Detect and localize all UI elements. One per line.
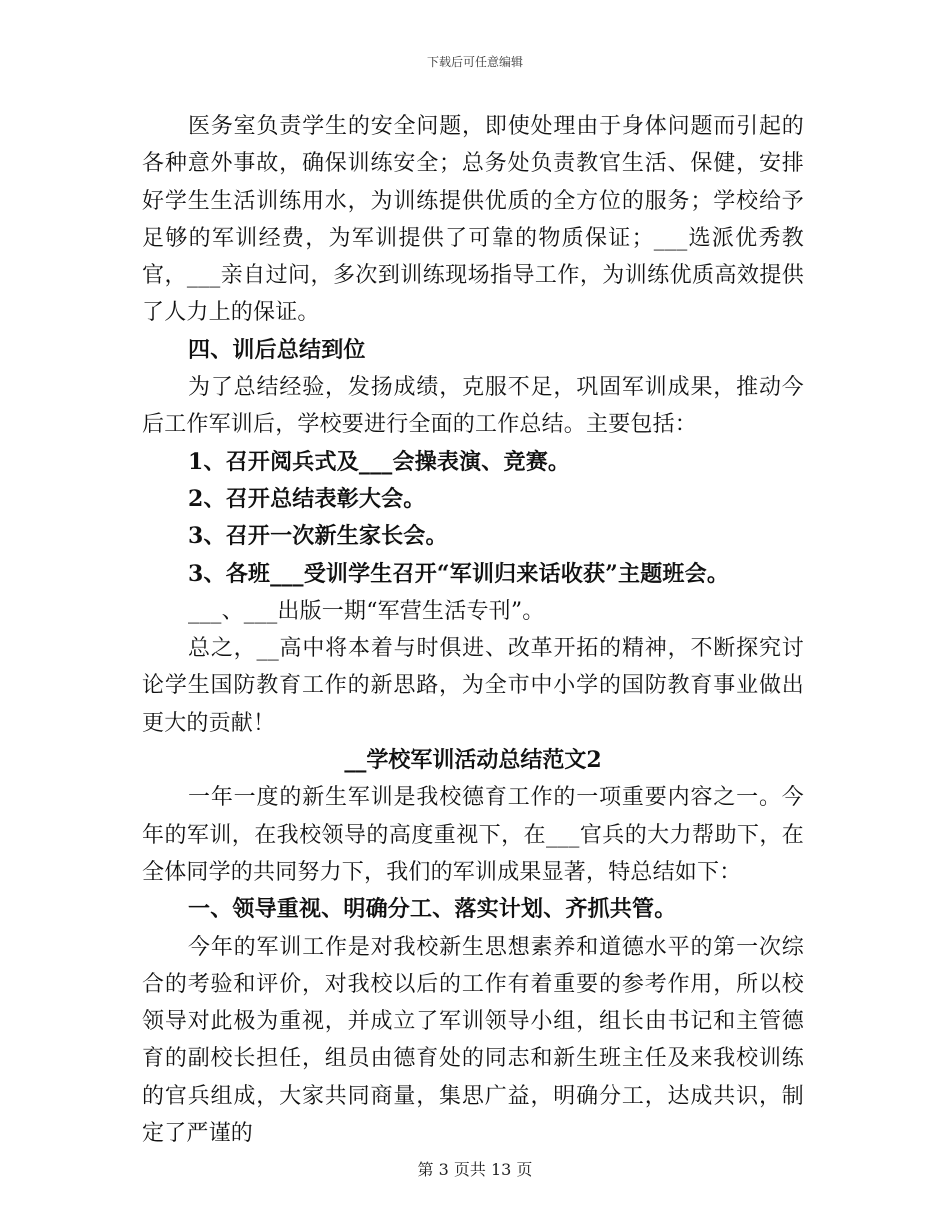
list-item-1: 1、召开阅兵式及___会操表演、竞赛。 — [188, 448, 571, 475]
article-title: __学校军训活动总结范文2 — [344, 747, 602, 774]
paragraph-publication: ___、___出版一期“军营生活专刊”。 — [188, 598, 545, 624]
document-body — [142, 108, 804, 1152]
page-header: 下载后可任意编辑 — [426, 55, 523, 69]
paragraph-summary-intro: 为了总结经验，发扬成绩，克服不足，巩固军训成果，推动今后工作军训后，学校要进行全面的工作总结。主要包括： — [142, 375, 804, 438]
list-item-3: 3、召开一次新生家长会。 — [188, 523, 448, 550]
paragraph-leadership: 今年的军训工作是对我校新生思想素养和道德水平的第一次综合的考验和评价，对我校以后的工作有着重要的参考作用，所以校领导对此极为重视，并成立了军训领导小组，组长由书记和主管德育的副校长担任，组员由德育处的同志和新生班主任及来我校训练的官兵组成，大家共同商量，集思广益，明确分工，达成共识，制定了严谨的 — [142, 934, 804, 1147]
section-heading-4: 四、训后总结到位 — [188, 336, 366, 363]
list-item-3b: 3、各班___受训学生召开“军训归来话收获”主题班会。 — [188, 560, 730, 587]
list-item-2: 2、召开总结表彰大会。 — [188, 485, 426, 512]
paragraph-intro-2: 一年一度的新生军训是我校德育工作的一项重要内容之一。今年的军训，在我校领导的高度重视下，在___官兵的大力帮助下，在全体同学的共同努力下，我们的军训成果显著，特总结如下： — [142, 785, 804, 885]
section-heading-1: 一、领导重视、明确分工、落实计划、齐抓共管。 — [188, 896, 677, 923]
page-footer: 第 3 页共 13 页 — [417, 1160, 533, 1179]
paragraph-conclusion: 总之，__高中将本着与时俱进、改革开拓的精神，不断探究讨论学生国防教育工作的新思路，为全市中小学的国防教育事业做出更大的贡献！ — [142, 636, 804, 736]
paragraph-medical-logistics: 医务室负责学生的安全问题，即使处理由于身体问题而引起的各种意外事故，确保训练安全；总务处负责教官生活、保健，安排好学生生活训练用水，为训练提供优质的全方位的服务；学校给予足够的军训经费，为军训提供了可靠的物质保证；___选派优秀教官，___亲自过问，多次到训练现场指导工作，为训练优质高效提供了人力上的保证。 — [142, 114, 804, 326]
